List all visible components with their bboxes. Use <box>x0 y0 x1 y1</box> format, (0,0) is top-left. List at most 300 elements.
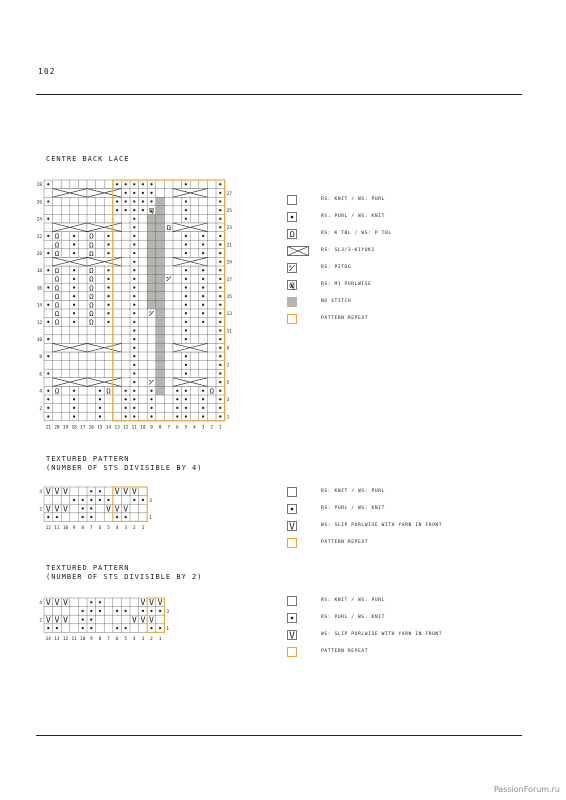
legend-label: RS: PURL / WS: KNIT <box>321 506 385 511</box>
chart-title-textured-4: TEXTURED PATTERN (NUMBER OF STS DIVISIBLE BY 4) <box>46 455 203 472</box>
svg-text:Ω: Ω <box>54 248 60 258</box>
chart-cell-dot <box>90 627 92 629</box>
centre-back-lace-chart <box>30 176 260 438</box>
chart-cell-dot <box>107 252 109 254</box>
cable-cross-symbol <box>53 378 87 387</box>
chart-cell-dot <box>47 398 49 400</box>
legend-label: RS: KNIT / WS: PURL <box>321 598 385 603</box>
svg-text:V: V <box>106 503 111 514</box>
chart-cell-nostitch <box>156 240 165 249</box>
row-number-left: 8 <box>39 355 42 361</box>
chart-cell-dot <box>73 407 75 409</box>
row-number-left: 24 <box>36 217 42 223</box>
chart-cell-slip <box>54 614 59 624</box>
chart-cell-dot <box>90 601 92 603</box>
chart-cell-dot <box>82 627 84 629</box>
chart-cell-dot <box>125 200 127 202</box>
chart-cell-dot <box>99 390 101 392</box>
chart-cell-dot <box>116 610 118 612</box>
column-number: 10 <box>140 425 146 431</box>
svg-text:Ω: Ω <box>289 230 295 239</box>
chart-cell-dot <box>73 278 75 280</box>
chart-cell-dot <box>159 627 161 629</box>
chart-cell-dot <box>185 364 187 366</box>
chart-cell-dot <box>107 286 109 288</box>
chart-cell-dot <box>219 355 221 357</box>
chart-cell-dot <box>116 209 118 211</box>
chart-cell-dot <box>73 398 75 400</box>
row-number-right: 25 <box>226 208 232 214</box>
svg-text:V: V <box>131 614 137 625</box>
cable-cross-symbol <box>173 189 207 198</box>
chart-cell-dot <box>202 278 204 280</box>
chart-cell-nostitch <box>156 335 165 344</box>
column-number: 4 <box>115 526 119 532</box>
chart-cell-dot <box>159 610 161 612</box>
chart-cell-slip <box>63 614 68 624</box>
chart-cell-dot <box>133 200 135 202</box>
row-number-left: 2 <box>39 406 42 412</box>
chart-cell-dot <box>185 269 187 271</box>
legend-symbol-slip-icon <box>287 630 297 640</box>
column-number: 10 <box>62 526 69 532</box>
chart-cell-nostitch <box>147 249 156 258</box>
svg-text:V: V <box>123 503 129 514</box>
chart-cell-dot <box>133 355 135 357</box>
chart-cell-dot <box>185 235 187 237</box>
legend-label: RS: PURL / WS: KNIT <box>321 214 385 219</box>
legend-item <box>287 314 547 328</box>
svg-text:V: V <box>140 597 146 608</box>
row-number-left: 2 <box>39 507 42 513</box>
chart-cell-slip <box>54 486 59 496</box>
chart-cell-nostitch <box>156 352 165 361</box>
chart-cell-slip <box>54 597 59 607</box>
chart-cell-dot <box>107 312 109 314</box>
chart-cell-dot <box>133 499 135 501</box>
chart-cell-dot <box>133 286 135 288</box>
chart-cell-dot <box>82 610 84 612</box>
chart-cell-nostitch <box>156 266 165 275</box>
chart-cell-slip <box>46 597 51 607</box>
chart-cell-slip <box>140 597 145 607</box>
chart-cell-dot <box>219 415 221 417</box>
cable-cross-symbol <box>173 343 207 352</box>
legend-symbol-repeat-icon <box>287 314 297 324</box>
chart-cell-dot <box>90 618 92 620</box>
row-number-right: 27 <box>226 191 232 197</box>
chart-cell-dot <box>125 415 127 417</box>
chart-cell-dot <box>150 407 152 409</box>
cable-cross-symbol <box>87 189 121 198</box>
chart-cell-dot <box>125 192 127 194</box>
chart-cell-nostitch <box>147 257 156 266</box>
chart-title-centre-back-lace: CENTRE BACK LACE <box>46 155 130 163</box>
chart-cell-dot <box>99 398 101 400</box>
chart-cell-dot <box>125 390 127 392</box>
svg-text:Ω: Ω <box>106 386 111 396</box>
chart-cell-dot <box>133 407 135 409</box>
column-number: 19 <box>62 425 69 431</box>
chart-cell-p2tog <box>149 380 153 385</box>
chart-cell-dot <box>185 398 187 400</box>
legend-label: RS: K TBL / WS: P TBL <box>321 231 392 236</box>
chart-cell-dot <box>73 235 75 237</box>
chart-cell-slip <box>106 503 111 513</box>
legend-symbol-blank-icon <box>287 195 297 205</box>
column-number: 13 <box>114 425 120 431</box>
chart-cell-nostitch <box>156 275 165 284</box>
chart-cell-slip <box>123 503 128 513</box>
svg-text:Ω: Ω <box>89 240 94 250</box>
chart-cell-dot <box>82 499 84 501</box>
legend-label: WS: SLIP PURLWISE WITH YARN IN FRONT <box>321 632 443 637</box>
svg-text:Ω: Ω <box>89 266 94 276</box>
column-number: 11 <box>131 425 137 431</box>
column-number: 2 <box>210 425 214 431</box>
chart-cell-nostitch <box>156 283 165 292</box>
svg-text:V: V <box>63 614 68 625</box>
svg-text:ᶍ: ᶍ <box>290 281 294 290</box>
chart-cell-dot <box>133 338 135 340</box>
column-number: 12 <box>123 425 129 431</box>
row-number-left: 18 <box>36 269 42 275</box>
chart-cell-dot <box>133 295 135 297</box>
chart-cell-dot <box>90 516 92 518</box>
legend-item <box>287 647 547 661</box>
legend-label: PATTERN REPEAT <box>321 540 369 545</box>
chart-cell-dot <box>185 200 187 202</box>
column-number: 17 <box>80 425 86 431</box>
legend-label: RS: PURL / WS: KNIT <box>321 615 385 620</box>
chart-cell-dot <box>73 304 75 306</box>
chart-cell-nostitch <box>156 223 165 232</box>
svg-text:Ω: Ω <box>54 283 60 293</box>
column-number: 1 <box>141 526 145 532</box>
svg-text:V: V <box>54 614 60 625</box>
chart-cell-dot <box>185 252 187 254</box>
textured-pattern-2-chart <box>30 594 190 646</box>
chart-cell-dot <box>150 192 152 194</box>
row-number-left: 4 <box>39 389 42 395</box>
svg-text:Ω: Ω <box>89 274 94 284</box>
chart-cell-dot <box>219 329 221 331</box>
chart-cell-dot <box>185 218 187 220</box>
footer-rule <box>36 735 522 736</box>
legend-symbol-blank-icon <box>287 487 297 497</box>
chart-cell-slip <box>123 486 128 496</box>
chart-cell-dot <box>125 610 127 612</box>
chart-cell-dot <box>202 304 204 306</box>
svg-text:Ω: Ω <box>54 317 60 327</box>
chart-cell-p2tog <box>149 311 153 316</box>
chart-cell-slip <box>46 486 51 496</box>
chart-cell-dot <box>150 627 152 629</box>
legend-label: RS: KNIT / WS: PURL <box>321 489 385 494</box>
chart-cell-dot <box>73 243 75 245</box>
chart-cell-nostitch <box>156 361 165 370</box>
chart-cell-dot <box>133 347 135 349</box>
legend-item <box>287 538 547 552</box>
chart-cell-dot <box>185 415 187 417</box>
row-number-left: 4 <box>39 490 42 496</box>
chart-cell-dot <box>133 243 135 245</box>
chart-cell-dot <box>142 183 144 185</box>
svg-text:V: V <box>131 486 137 497</box>
legend-symbol-cross-icon <box>287 246 309 256</box>
chart-cell-dot <box>99 499 101 501</box>
row-number-left: 20 <box>36 251 42 257</box>
chart-cell-dot <box>150 415 152 417</box>
chart-cell-dot <box>107 321 109 323</box>
chart-title-textured-2: TEXTURED PATTERN (NUMBER OF STS DIVISIBLE BY 2) <box>46 564 203 581</box>
row-number-right: 19 <box>226 260 232 266</box>
chart-cell-dot <box>219 209 221 211</box>
column-number: 18 <box>71 425 77 431</box>
legend-item <box>287 297 547 311</box>
chart-cell-nostitch <box>156 249 165 258</box>
legend-item <box>287 212 547 226</box>
watermark: PassionForum.ru <box>493 785 560 794</box>
chart-cell-dot <box>219 398 221 400</box>
svg-text:Ω: Ω <box>54 231 60 241</box>
chart-cell-slip <box>149 597 154 607</box>
chart-cell-nostitch <box>147 232 156 241</box>
svg-text:V: V <box>289 521 295 531</box>
chart-cell-slip <box>140 614 145 624</box>
chart-cell-dot <box>133 329 135 331</box>
chart-cell-dot <box>185 278 187 280</box>
chart-cell-dot <box>142 209 144 211</box>
chart-cell-dot <box>219 226 221 228</box>
cable-cross-symbol <box>87 378 121 387</box>
chart-cell-dot <box>202 235 204 237</box>
column-number: 9 <box>89 637 93 643</box>
cable-cross-symbol <box>173 223 207 232</box>
column-number: 3 <box>141 637 145 643</box>
legend-label: PATTERN REPEAT <box>321 316 369 321</box>
chart-cell-dot <box>219 252 221 254</box>
chart-cell-dot <box>185 407 187 409</box>
chart-cell-slip <box>46 614 51 624</box>
chart-cell-nostitch <box>156 214 165 223</box>
column-number: 4 <box>132 637 136 643</box>
chart-cell-dot <box>219 278 221 280</box>
column-number: 3 <box>201 425 205 431</box>
chart-cell-dot <box>133 364 135 366</box>
chart-cell-slip <box>132 486 137 496</box>
chart-cell-dot <box>47 321 49 323</box>
chart-cell-dot <box>185 209 187 211</box>
chart-cell-dot <box>99 490 101 492</box>
svg-text:V: V <box>157 597 163 608</box>
chart-cell-nostitch <box>147 223 156 232</box>
chart-cell-dot <box>133 312 135 314</box>
svg-text:Ω: Ω <box>54 240 60 250</box>
chart-cell-nostitch <box>147 283 156 292</box>
legend-label: RS: SL3/3-K1YOK1 <box>321 248 375 253</box>
chart-cell-dot <box>133 321 135 323</box>
legend-item <box>287 596 547 610</box>
column-number: 14 <box>45 637 51 643</box>
chart-cell-slip <box>54 503 59 513</box>
chart-cell-dot <box>219 347 221 349</box>
svg-text:V: V <box>54 486 60 497</box>
svg-text:V: V <box>54 597 60 608</box>
chart-cell-slip <box>63 486 68 496</box>
row-number-left: 16 <box>36 286 42 292</box>
chart-cell-nostitch <box>156 232 165 241</box>
chart-cell-dot <box>56 516 58 518</box>
column-number: 9 <box>150 425 153 431</box>
chart-cell-dot <box>116 183 118 185</box>
chart-cell-nostitch <box>147 275 156 284</box>
chart-cell-dot <box>47 415 49 417</box>
column-number: 8 <box>158 425 162 431</box>
row-number-left: 4 <box>39 601 42 607</box>
chart-cell-dot <box>133 390 135 392</box>
chart-cell-dot <box>185 338 187 340</box>
chart-cell-dot <box>73 295 75 297</box>
svg-text:V: V <box>45 503 51 514</box>
column-number: 5 <box>124 637 128 643</box>
column-number: 13 <box>54 637 60 643</box>
chart-cell-dot <box>107 278 109 280</box>
chart-cell-dot <box>73 499 75 501</box>
chart-cell-nostitch <box>156 292 165 301</box>
cable-cross-symbol <box>87 223 121 232</box>
column-number: 1 <box>158 637 162 643</box>
cable-cross-symbol <box>173 257 207 266</box>
column-number: 1 <box>218 425 222 431</box>
chart-cell-dot <box>176 415 178 417</box>
chart-cell-dot <box>219 183 221 185</box>
row-number-right: 11 <box>226 329 232 335</box>
chart-cell-dot <box>133 415 135 417</box>
column-number: 21 <box>45 425 51 431</box>
chart-cell-dot <box>142 499 144 501</box>
chart-cell-dot <box>219 312 221 314</box>
chart-cell-nostitch <box>156 318 165 327</box>
chart-cell-dot <box>47 183 49 185</box>
chart-cell-dot <box>202 398 204 400</box>
column-number: 12 <box>62 637 69 643</box>
chart-cell-dot <box>73 321 75 323</box>
column-number: 5 <box>184 425 188 431</box>
column-number: 7 <box>167 425 171 431</box>
chart-cell-p2tog <box>166 276 170 281</box>
svg-text:ᶍ: ᶍ <box>149 206 154 215</box>
svg-text:Ω: Ω <box>89 248 94 258</box>
chart-cell-dot <box>150 183 152 185</box>
chart-cell-dot <box>176 398 178 400</box>
row-number-right: 5 <box>226 380 230 386</box>
svg-text:V: V <box>149 614 154 625</box>
chart-cell-dot <box>133 252 135 254</box>
chart-cell-dot <box>133 381 135 383</box>
chart-cell-dot <box>116 516 118 518</box>
chart-cell-dot <box>133 278 135 280</box>
legend-label: WS: SLIP PURLWISE WITH YARN IN FRONT <box>321 523 443 528</box>
row-number-right: 3 <box>149 498 152 504</box>
chart-cell-dot <box>47 390 49 392</box>
chart-cell-dot <box>56 627 58 629</box>
legend-symbol-ktbl-icon <box>287 229 297 239</box>
chart-cell-dot <box>99 415 101 417</box>
chart-cell-dot <box>90 610 92 612</box>
row-number-right: 1 <box>149 515 152 521</box>
legend-symbol-nostitch-icon <box>287 297 297 307</box>
legend-symbol-repeat-icon <box>287 538 297 548</box>
chart-cell-dot <box>133 269 135 271</box>
chart-cell-dot <box>219 321 221 323</box>
chart-cell-dot <box>219 381 221 383</box>
chart-cell-dot <box>219 243 221 245</box>
chart-cell-dot <box>116 627 118 629</box>
chart-cell-slip <box>149 614 154 624</box>
chart-cell-dot <box>99 407 101 409</box>
chart-cell-dot <box>219 372 221 374</box>
legend-label: RS: P2TOG <box>321 265 352 270</box>
chart-cell-dot <box>219 200 221 202</box>
chart-cell-dot <box>90 507 92 509</box>
row-number-left: 6 <box>39 372 42 378</box>
chart-cell-dot <box>133 304 135 306</box>
column-number: 11 <box>71 637 77 643</box>
chart-cell-dot <box>133 218 135 220</box>
legend-symbol-p2tog-icon <box>287 263 297 273</box>
row-number-left: 10 <box>36 337 42 343</box>
legend-item <box>287 504 547 518</box>
column-number: 10 <box>80 637 86 643</box>
chart-cell-dot <box>202 252 204 254</box>
row-number-right: 7 <box>226 363 230 369</box>
chart-cell-dot <box>125 398 127 400</box>
chart-cell-ktbl <box>55 318 60 327</box>
svg-text:Ω: Ω <box>209 386 214 396</box>
chart-cell-nostitch <box>147 214 156 223</box>
chart-cell-dot <box>150 200 152 202</box>
row-number-right: 3 <box>166 609 170 615</box>
chart-cell-dot <box>142 192 144 194</box>
chart-cell-dot <box>202 312 204 314</box>
svg-text:V: V <box>63 486 68 497</box>
chart-cell-dot <box>125 183 127 185</box>
chart-cell-dot <box>202 243 204 245</box>
chart-cell-dot <box>73 415 75 417</box>
header-rule <box>36 94 522 95</box>
column-number: 15 <box>97 425 103 431</box>
column-number: 8 <box>81 526 85 532</box>
chart-cell-dot <box>47 338 49 340</box>
chart-cell-dot <box>133 372 135 374</box>
chart-cell-dot <box>185 355 187 357</box>
chart-cell-dot <box>107 243 109 245</box>
legend-symbol-dot-icon <box>287 504 297 514</box>
chart-cell-nostitch <box>156 386 165 395</box>
column-number: 6 <box>175 425 179 431</box>
svg-text:Ω: Ω <box>54 274 60 284</box>
chart-cell-slip <box>46 503 51 513</box>
chart-cell-dot <box>47 269 49 271</box>
chart-cell-dot <box>73 252 75 254</box>
chart-cell-dot <box>185 321 187 323</box>
chart-cell-dot <box>73 312 75 314</box>
legend-label: NO STITCH <box>321 299 352 304</box>
chart-cell-nostitch <box>156 369 165 378</box>
chart-cell-dot <box>202 321 204 323</box>
legend-item <box>287 487 547 501</box>
